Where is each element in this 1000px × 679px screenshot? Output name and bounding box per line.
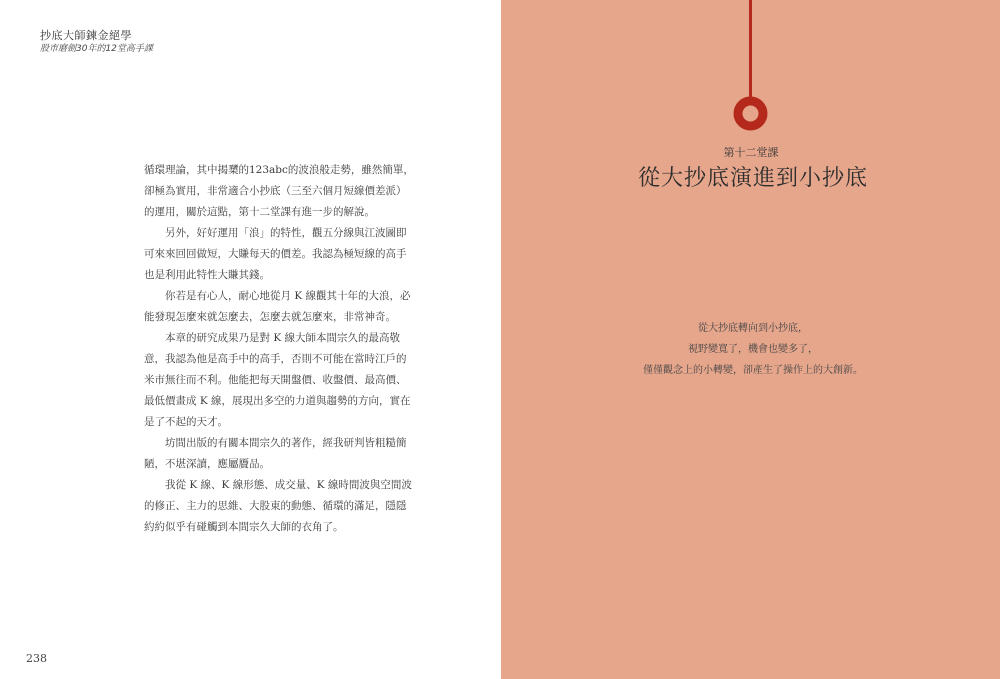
intro-line: 僅僅觀念上的小轉變，卻產生了操作上的大創新。 <box>643 365 863 376</box>
body-line: 是了不起的天才。 <box>144 416 228 428</box>
body-line: 另外，好好運用「浪」的特性，觀五分線與江波圖即 <box>165 227 407 239</box>
body-line: 坊間出版的有關本間宗久的著作，經我研判皆粗糙簡 <box>165 437 407 449</box>
body-line: 陋，不堪深讀，應屬贗品。 <box>144 458 270 470</box>
body-line: 的運用，關於這點，第十二堂課有進一步的解說。 <box>144 206 375 218</box>
body-line: 卻極為實用，非常適合小抄底（三至六個月短線價差派） <box>144 185 407 197</box>
body-line: 的修正、主力的思維、大股東的動態、循環的滿足，隱隱 <box>144 500 407 512</box>
intro-line: 視野變寬了，機會也變多了， <box>688 344 818 355</box>
body-line: 能發現怎麼來就怎麼去，怎麼去就怎麼來，非常神奇。 <box>144 311 396 323</box>
body-line: 最低價畫成 K 線，展現出多空的力道與趨勢的方向，實在 <box>144 395 411 407</box>
intro-line: 從大抄底轉向到小抄底， <box>698 323 808 334</box>
hanging-line-ornament <box>749 0 752 98</box>
book-subtitle: 股市磨劍30年的12堂高手課 <box>40 44 153 54</box>
body-line: 循環理論，其中揭櫫的123abc的波浪般走勢，雖然簡單， <box>144 164 414 176</box>
chapter-title: 從大抄底演進到小抄底 <box>637 166 868 191</box>
ring-ornament-icon <box>733 96 768 131</box>
body-line: 你若是有心人，耐心地從月 K 線觀其十年的大浪，必 <box>165 290 411 302</box>
body-line: 約約似乎有碰觸到本間宗久大師的衣角了。 <box>144 521 344 533</box>
body-text <box>144 160 428 538</box>
body-line: 意，我認為他是高手中的高手，否則不可能在當時江戶的 <box>144 353 407 365</box>
body-line: 我從 K 線、K 線形態、成交量、K 線時間波與空間波 <box>165 479 412 491</box>
running-head <box>40 28 153 56</box>
book-title: 抄底大師鍊金絕學 <box>40 29 132 42</box>
body-line: 可來來回回做短，大賺每天的價差。我認為極短線的高手 <box>144 248 407 260</box>
body-line: 米市無往而不利。他能把每天開盤價、收盤價、最高價、 <box>144 374 407 386</box>
body-line: 本章的研究成果乃是對 K 線大師本間宗久的最高敬 <box>165 332 401 344</box>
page-number: 238 <box>26 652 47 665</box>
lesson-label: 第十二堂課 <box>723 146 779 159</box>
body-line: 也是利用此特性大賺其錢。 <box>144 269 270 281</box>
chapter-intro <box>603 318 903 381</box>
